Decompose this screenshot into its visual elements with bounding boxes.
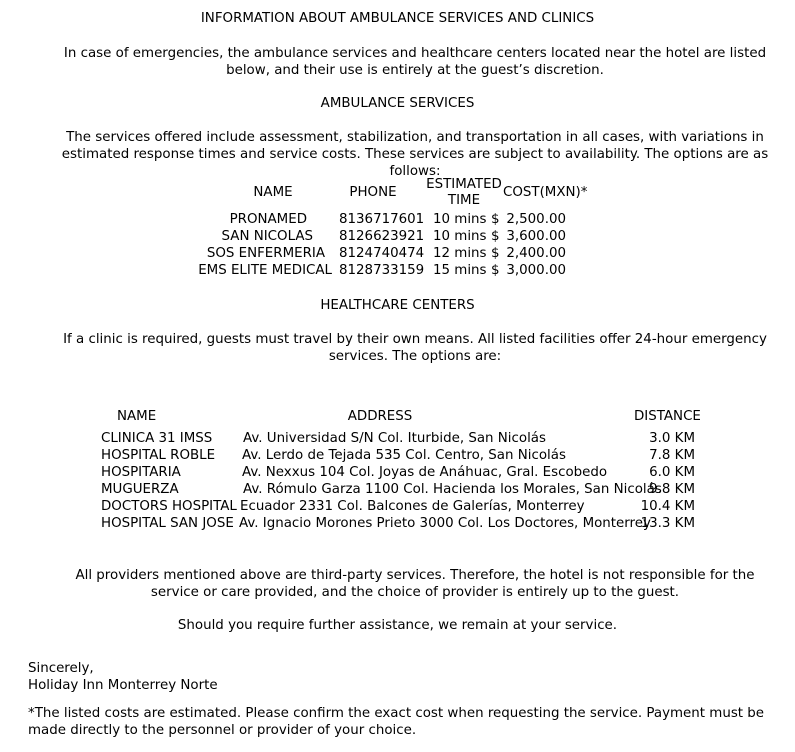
salutation: Sincerely, <box>28 661 94 676</box>
ambulance-phone: 8128733159 <box>339 263 425 278</box>
clinic-address: Av. Rómulo Garza 1100 Col. Hacienda los Morales, San Nicolás <box>243 482 662 497</box>
ambulance-time: 12 mins <box>433 246 487 261</box>
disclaimer-paragraph: All providers mentioned above are third-party services. Therefore, the hotel is not responsible for the service or care provided, and the choice of provider is entirely up to the guest. <box>75 568 755 600</box>
clinic-name: HOSPITAL ROBLE <box>101 448 216 463</box>
ambulance-phone: 8126623921 <box>339 229 425 244</box>
clinic-distance: 9.8 KM <box>649 482 695 497</box>
ambulance-name: SOS ENFERMERIA <box>206 246 325 261</box>
clinic-distance: 3.0 KM <box>649 431 695 446</box>
ambulance-name: PRONAMED <box>229 212 307 227</box>
clinic-name: HOSPITAL SAN JOSE <box>101 516 234 531</box>
ambulance-currency: $ <box>491 229 500 244</box>
intro-paragraph: In case of emergencies, the ambulance services and healthcare centers located near the hotel are listed below, and their use is entirely at the guest’s discretion. <box>63 46 767 78</box>
clinic-address: Av. Lerdo de Tejada 535 Col. Centro, San Nicolás <box>242 448 566 463</box>
ambulance-header-cost: COST(MXN)* <box>503 185 588 200</box>
ambulance-phone: 8136717601 <box>339 212 425 227</box>
ambulance-name: SAN NICOLAS <box>221 229 313 244</box>
ambulance-cost: 3,000.00 <box>506 263 566 278</box>
clinic-distance: 7.8 KM <box>649 448 695 463</box>
healthcare-header-address: ADDRESS <box>347 409 413 424</box>
ambulance-currency: $ <box>491 212 500 227</box>
ambulance-header-phone: PHONE <box>349 185 397 200</box>
clinic-name: MUGUERZA <box>101 482 179 497</box>
clinic-address: Av. Ignacio Morones Prieto 3000 Col. Los Doctores, Monterrey <box>239 516 651 531</box>
ambulance-time: 15 mins <box>433 263 487 278</box>
healthcare-header-name: NAME <box>117 409 157 424</box>
clinic-distance: 10.4 KM <box>640 499 695 514</box>
clinic-name: HOSPITARIA <box>101 465 181 480</box>
ambulance-cost: 2,500.00 <box>506 212 566 227</box>
ambulance-heading: AMBULANCE SERVICES <box>320 96 475 111</box>
clinic-distance: 6.0 KM <box>649 465 695 480</box>
ambulance-phone: 8124740474 <box>339 246 425 261</box>
ambulance-currency: $ <box>491 263 500 278</box>
ambulance-header-time-line1: ESTIMATED <box>426 177 502 192</box>
ambulance-currency: $ <box>491 246 500 261</box>
ambulance-time: 10 mins <box>433 212 487 227</box>
ambulance-header-name: NAME <box>253 185 293 200</box>
footnote: *The listed costs are estimated. Please confirm the exact cost when requesting the service. Payment must be made directly to the personnel or provider of your choice. <box>28 706 765 738</box>
ambulance-time: 10 mins <box>433 229 487 244</box>
clinic-address: Av. Nexxus 104 Col. Joyas de Anáhuac, Gral. Escobedo <box>242 465 608 480</box>
ambulance-cost: 3,600.00 <box>506 229 566 244</box>
ambulance-header-time-line2: TIME <box>447 193 481 208</box>
assistance-text: Should you require further assistance, we remain at your service. <box>177 618 618 633</box>
healthcare-description: If a clinic is required, guests must travel by their own means. All listed facilities offer 24-hour emergency services. The options are: <box>63 332 767 364</box>
ambulance-description: The services offered include assessment, stabilization, and transportation in all cases, with variations in estimated response times and service costs. These services are subject to availability. The options are as follows: <box>61 130 769 179</box>
clinic-address: Ecuador 2331 Col. Balcones de Galerías, Monterrey <box>240 499 585 514</box>
clinic-distance: 13.3 KM <box>640 516 695 531</box>
clinic-address: Av. Universidad S/N Col. Iturbide, San Nicolás <box>243 431 546 446</box>
clinic-name: CLINICA 31 IMSS <box>101 431 213 446</box>
clinic-name: DOCTORS HOSPITAL <box>101 499 237 514</box>
page-title: INFORMATION ABOUT AMBULANCE SERVICES AND CLINICS <box>200 11 595 26</box>
ambulance-cost: 2,400.00 <box>506 246 566 261</box>
signature: Holiday Inn Monterrey Norte <box>28 678 218 693</box>
ambulance-name: EMS ELITE MEDICAL <box>198 263 332 278</box>
healthcare-heading: HEALTHCARE CENTERS <box>320 298 475 313</box>
healthcare-header-distance: DISTANCE <box>634 409 701 424</box>
